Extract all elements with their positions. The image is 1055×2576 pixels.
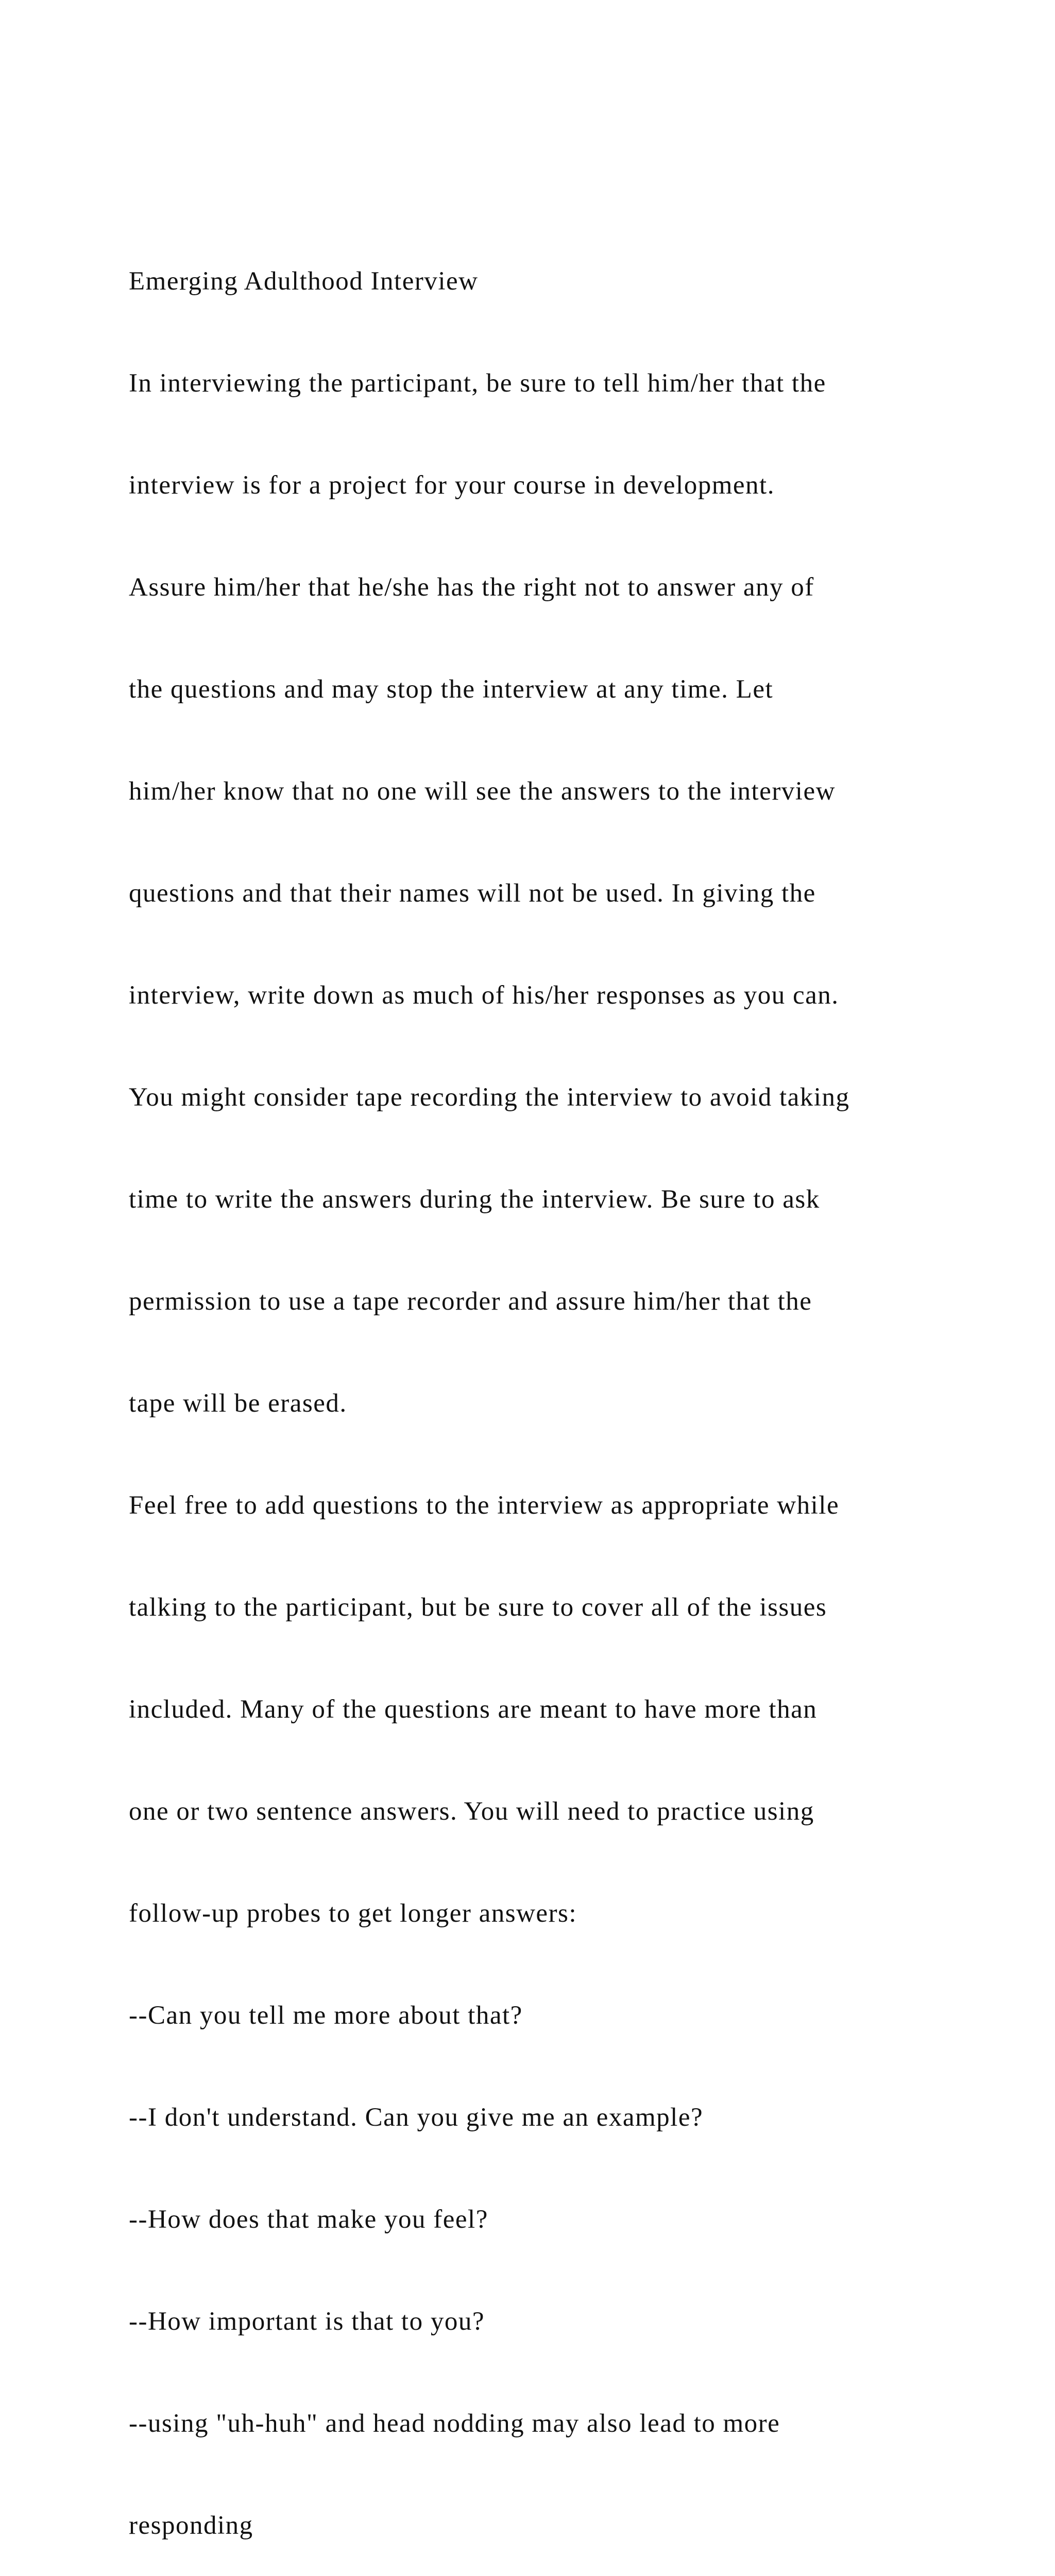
text-line: In interviewing the participant, be sure to tell him/her that the: [129, 369, 826, 398]
text-line: one or two sentence answers. You will need to practice using: [129, 1797, 814, 1826]
text-line: interview is for a project for your course in development.: [129, 471, 775, 500]
probe-item: --I don't understand. Can you give me an example?: [129, 2103, 704, 2132]
probe-item: --using "uh-huh" and head nodding may also lead to more: [129, 2409, 780, 2438]
text-line: time to write the answers during the interview. Be sure to ask: [129, 1185, 820, 1214]
text-line: permission to use a tape recorder and assure him/her that the: [129, 1287, 812, 1316]
text-line: tape will be erased.: [129, 1389, 347, 1418]
document-title: Emerging Adulthood Interview: [129, 267, 479, 296]
text-line: follow-up probes to get longer answers:: [129, 1899, 577, 1928]
text-line: the questions and may stop the interview at any time. Let: [129, 675, 774, 704]
text-line: included. Many of the questions are meant to have more than: [129, 1695, 818, 1724]
text-line: Feel free to add questions to the interview as appropriate while: [129, 1491, 840, 1520]
text-line: responding: [129, 2511, 253, 2540]
text-line: You might consider tape recording the interview to avoid taking: [129, 1083, 850, 1112]
probe-item: --How does that make you feel?: [129, 2205, 488, 2234]
text-line: interview, write down as much of his/her responses as you can.: [129, 981, 839, 1010]
probe-item: --How important is that to you?: [129, 2307, 485, 2336]
probe-item: --Can you tell me more about that?: [129, 2001, 523, 2030]
document-body: [129, 196, 1015, 2576]
text-line: Assure him/her that he/she has the right not to answer any of: [129, 573, 814, 602]
text-line: talking to the participant, but be sure to cover all of the issues: [129, 1593, 827, 1622]
text-line: questions and that their names will not be used. In giving the: [129, 879, 816, 908]
text-line: him/her know that no one will see the answers to the interview: [129, 777, 836, 806]
